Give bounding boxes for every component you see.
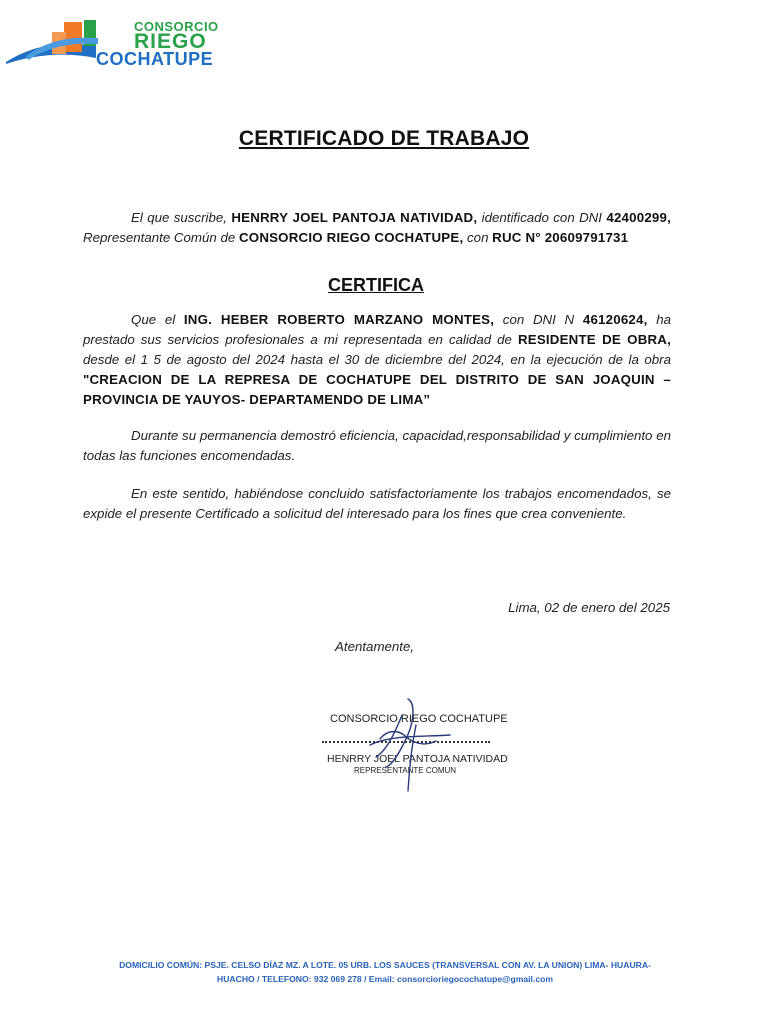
signature-company: CONSORCIO RIEGO COCHATUPE xyxy=(330,713,508,725)
document-title: CERTIFICADO DE TRABAJO xyxy=(238,127,530,150)
closing-text: Atentamente, xyxy=(335,639,415,654)
employee-name: ING. HEBER ROBERTO MARZANO MONTES, xyxy=(183,312,495,327)
paragraph-certification: Que el ING. HEBER ROBERTO MARZANO MONTES, con DNI N 46120624, ha prestado sus servicios profesionales a mi representada en calidad de RESIDENTE DE OBRA, desde el 1 5 de agosto del 2024 hasta el 30 de diciembre del 2024, en la ejecución de la obra "CREACION DE LA REPRESA DE COCHATUPE DEL DISTRITO DE SAN JOAQUIN – PROVINCIA DE YAUYOS- DEPARTAMENDO DE LIMA” xyxy=(83,312,672,407)
signature-block xyxy=(320,695,508,795)
paragraph-performance: Durante su permanencia demostró eficiencia, capacidad,responsabilidad y cumplimiento en todas las funciones encomendadas. xyxy=(83,428,671,463)
company-ruc: RUC N° 20609791731 xyxy=(492,230,629,245)
footer-address xyxy=(60,958,710,986)
handwritten-signature-icon xyxy=(320,695,500,795)
footer-line-2: HUACHO / TELEFONO: 932 069 278 / Email: consorcioriegocochatupe@gmail.com xyxy=(217,974,553,984)
employee-dni: 46120624, xyxy=(582,312,648,327)
footer-line-1: DOMICILIO COMÚN: PSJE. CELSO DÍAZ MZ. A LOTE. 05 URB. LOS SAUCES (TRANSVERSAL CON AV. LA UNION) LIMA- HUAURA- xyxy=(119,960,651,970)
issue-date: Lima, 02 de enero del 2025 xyxy=(508,600,670,615)
signature-name: HENRRY JOEL PANTOJA NATIVIDAD xyxy=(327,753,508,765)
company-name: CONSORCIO RIEGO COCHATUPE, xyxy=(238,230,464,245)
issuer-dni: 42400299, xyxy=(606,210,672,225)
employee-role: RESIDENTE DE OBRA, xyxy=(517,332,672,347)
signature-role: REPRESENTANTE COMUN xyxy=(354,766,457,775)
logo-line-2: RIEGO xyxy=(134,30,207,53)
logo-line-3: COCHATUPE xyxy=(96,49,214,69)
project-name: "CREACION DE LA REPRESA DE COCHATUPE DEL DISTRITO DE SAN JOAQUIN – PROVINCIA DE YAUYOS- DEPARTAMENDO DE LIMA” xyxy=(83,372,671,407)
logo-line-1: CONSORCIO xyxy=(134,19,219,34)
issuer-name: HENRRY JOEL PANTOJA NATIVIDAD, xyxy=(231,210,478,225)
certifica-heading: CERTIFICA xyxy=(328,275,424,295)
paragraph-conclusion: En este sentido, habiéndose concluido satisfactoriamente los trabajos encomendados, se expide el presente Certificado a solicitud del interesado para los fines que crea conveniente. xyxy=(83,486,671,521)
paragraph-issuer: El que suscribe, HENRRY JOEL PANTOJA NATIVIDAD, identificado con DNI 42400299, Representante Común de CONSORCIO RIEGO COCHATUPE, con RUC N° 20609791731 xyxy=(83,210,672,245)
company-logo xyxy=(6,16,246,68)
